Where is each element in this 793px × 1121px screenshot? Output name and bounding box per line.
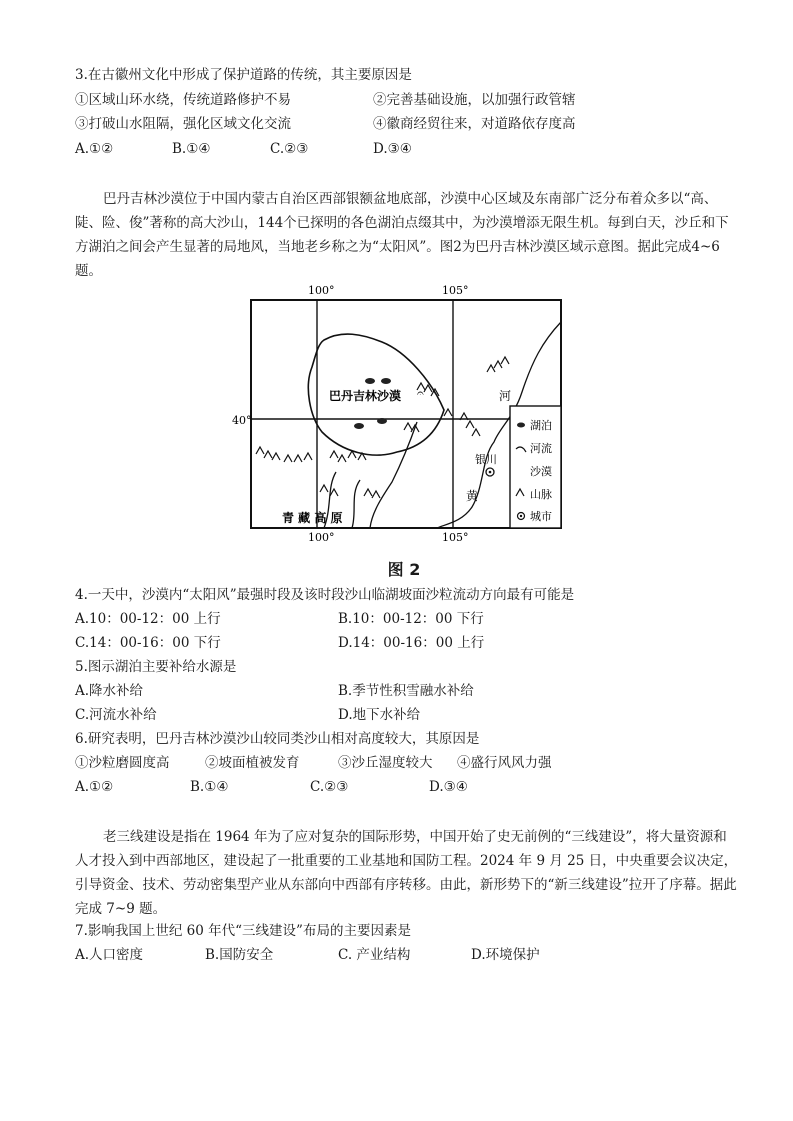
figure-2-map	[232, 282, 576, 579]
map-label-bottom-105: 105°	[442, 531, 469, 544]
legend-lake-label: 湖泊	[530, 419, 552, 432]
q6-choice-a: A.①②	[75, 779, 114, 795]
q3-option-1: ①区域山环水绕，传统道路修护不易	[75, 92, 291, 108]
q5-stem: 5.图示湖泊主要补给水源是	[75, 659, 237, 675]
q5-choice-c: C.河流水补给	[75, 707, 157, 723]
river-label-he: 河	[499, 389, 512, 403]
legend-river-label: 河流	[530, 442, 552, 455]
lake-icon	[365, 378, 375, 384]
mountain-icon	[320, 485, 338, 496]
city-icon-dot	[489, 471, 492, 474]
map-svg	[232, 282, 576, 544]
q6-option-4: ④盛行风风力强	[457, 755, 552, 771]
q6-choice-d: D.③④	[429, 779, 468, 795]
passage-badain-jaran: 巴丹吉林沙漠位于中国内蒙古自治区西部银额盆地底部，沙漠中心区域及东南部广泛分布着众多以“高、陡、险、俊”著称的高大沙山，144个已探明的各色湖泊点缀其中，为沙漠增添无限生机。每到白天，沙丘和下方湖泊之间会产生显著的局地风，当地老乡称之为“太阳风”。图2为巴丹吉林沙漠区域示意图。据此完成4~6题。	[75, 191, 729, 279]
figure-caption: 图 2	[387, 560, 421, 579]
legend-desert-label: 沙漠	[530, 465, 552, 478]
mountain-icon	[444, 409, 480, 436]
river-line	[370, 422, 417, 528]
q7-choice-c: C. 产业结构	[338, 947, 411, 963]
city-label-yinchuan: 银川	[475, 453, 497, 466]
mountain-icon	[487, 357, 509, 372]
q7-choice-a: A.人口密度	[75, 947, 144, 963]
plateau-label: 青 藏 高 原	[282, 511, 343, 525]
q4-choice-c: C.14：00-16：00 下行	[75, 635, 221, 651]
desert-name-label: 巴丹吉林沙漠	[329, 389, 402, 403]
lake-icon	[354, 423, 364, 429]
q3-option-3: ③打破山水阻隔，强化区域文化交流	[75, 116, 291, 132]
q4-choice-d: D.14：00-16：00 上行	[338, 635, 485, 651]
q5-choice-d: D.地下水补给	[338, 707, 421, 723]
q6-option-2: ②坡面植被发育	[205, 755, 300, 771]
q6-choice-c: C.②③	[310, 779, 349, 795]
q7-choice-d: D.环境保护	[471, 947, 540, 963]
q3-option-4: ④徽商经贸往来，对道路依存度高	[373, 116, 576, 132]
q3-choice-a: A.①②	[75, 141, 114, 157]
legend-mountain-label: 山脉	[530, 488, 552, 501]
map-label-top-100: 100°	[308, 284, 335, 297]
q3-stem: 3.在古徽州文化中形成了保护道路的传统，其主要原因是	[75, 67, 412, 83]
q3-option-2: ②完善基础设施，以加强行政管辖	[373, 92, 576, 108]
q6-choice-b: B.①④	[190, 779, 229, 795]
q6-option-3: ③沙丘湿度较大	[338, 755, 433, 771]
q3-choice-c: C.②③	[270, 141, 309, 157]
mountain-icon	[256, 447, 312, 462]
q3-choice-d: D.③④	[373, 141, 412, 157]
legend-city-label: 城市	[530, 510, 552, 523]
q6-stem: 6.研究表明，巴丹吉林沙漠沙山较同类沙山相对高度较大，其原因是	[75, 731, 480, 747]
q5-choice-a: A.降水补给	[75, 683, 144, 699]
map-label-lat-40: 40°	[232, 414, 252, 427]
map-label-bottom-100: 100°	[308, 531, 335, 544]
mountain-icon: 𝄐	[417, 386, 424, 400]
passage-third-front: 老三线建设是指在 1964 年为了应对复杂的国际形势，中国开始了史无前例的“三线建设”，将大量资源和人才投入到中西部地区，建设起了一批重要的工业基地和国防工程。2024 年 9 月 25 日，中央重要会议决定，引导资金、技术、劳动密集型产业从东部向中西部有序转移。由此，新形势下的“新三线建设”拉开了序幕。据此完成 7~9 题。	[75, 829, 738, 917]
mountain-icon	[364, 489, 380, 498]
lake-icon	[377, 418, 387, 424]
q3-choice-b: B.①④	[172, 141, 211, 157]
river-line	[352, 480, 360, 528]
q5-choice-b: B.季节性积雪融水补给	[338, 683, 474, 699]
q7-choice-b: B.国防安全	[205, 947, 274, 963]
legend-lake-icon	[517, 423, 525, 428]
q6-option-1: ①沙粒磨圆度高	[75, 755, 170, 771]
q4-choice-b: B.10：00-12：00 下行	[338, 611, 484, 627]
legend-city-dot	[520, 515, 522, 517]
map-label-top-105: 105°	[442, 284, 469, 297]
q4-choice-a: A.10：00-12：00 上行	[75, 611, 221, 627]
lake-icon	[381, 378, 391, 384]
river-label-huang: 黄	[466, 489, 479, 503]
q4-stem: 4.一天中，沙漠内“太阳风”最强时段及该时段沙山临湖坡面沙粒流动方向最有可能是	[75, 587, 575, 603]
q7-stem: 7.影响我国上世纪 60 年代“三线建设”布局的主要因素是	[75, 923, 411, 939]
